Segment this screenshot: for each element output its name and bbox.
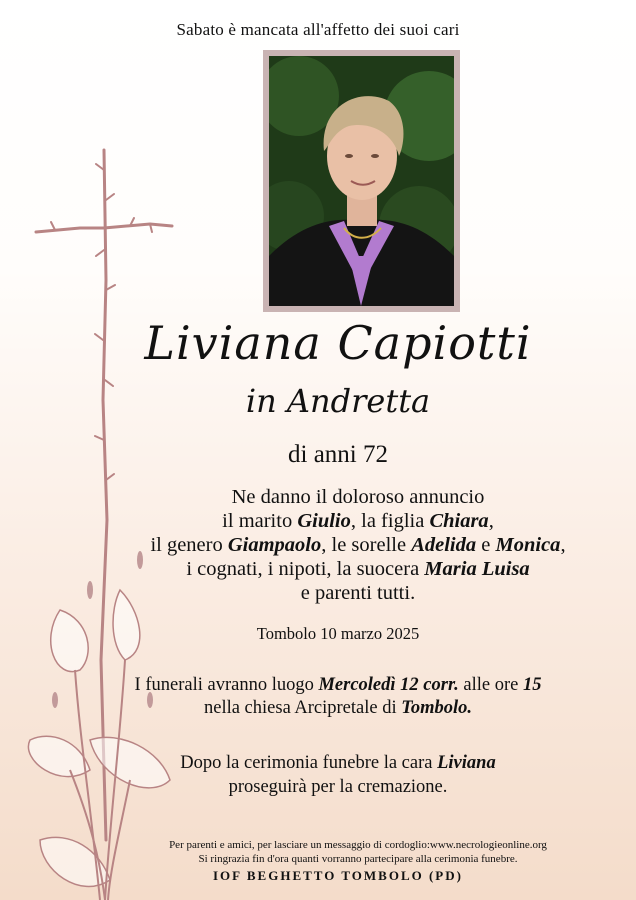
married-name: in Andretta: [245, 382, 431, 420]
text-fragment: nella chiesa Arcipretale di: [203, 698, 402, 718]
funeral-line-1: [60, 674, 616, 697]
mourners-block: [60, 485, 636, 605]
husband-name: Giulio: [297, 510, 351, 532]
deceased-age: di anni 72: [288, 441, 388, 468]
mourners-line-4: [60, 557, 636, 581]
text-fragment: ,: [488, 510, 494, 532]
daughter-name: Chiara: [429, 510, 489, 532]
mother-in-law-name: Maria Luisa: [424, 558, 530, 580]
funeral-hour: 15: [522, 675, 542, 695]
son-in-law-name: Giampaolo: [227, 534, 322, 556]
cremation-line-2: proseguirà per la cremazione.: [228, 777, 448, 797]
cremation-info: [60, 751, 616, 799]
text-fragment: i cognati, i nipoti, la suocera: [186, 558, 425, 580]
text-fragment: , la figlia: [350, 510, 430, 532]
sister-name: Monica: [495, 534, 561, 556]
thanks-note: Si ringrazia fin d'ora quanti vorranno partecipare alla cerimonia funebre.: [198, 853, 518, 865]
mourners-line-2: [60, 509, 636, 533]
cremation-line-1: [60, 751, 616, 775]
sister-name: Adelida: [411, 534, 477, 556]
text-fragment: alle ore: [458, 675, 523, 695]
funeral-day: Mercoledì 12 corr.: [318, 675, 459, 695]
text-fragment: il genero: [150, 534, 228, 556]
funeral-town: Tombolo.: [401, 698, 472, 718]
portrait-illustration: [269, 56, 454, 306]
mourners-line-1: Ne danno il doloroso annuncio: [231, 486, 485, 508]
announcement-line: Sabato è mancata all'affetto dei suoi cari: [176, 20, 460, 39]
condolence-note: Per parenti e amici, per lasciare un messaggio di cordoglio:www.necrologieonline.org: [169, 839, 547, 851]
text-fragment: il marito: [222, 510, 298, 532]
funeral-info: [60, 674, 616, 720]
deceased-name: Liviana Capiotti: [144, 316, 532, 370]
text-fragment: , le sorelle: [321, 534, 412, 556]
text-fragment: I funerali avranno luogo: [134, 675, 319, 695]
text-fragment: ,: [560, 534, 566, 556]
footer-note: [60, 838, 636, 866]
mourners-line-3: [60, 533, 636, 557]
funeral-agency: IOF BEGHETTO TOMBOLO (PD): [213, 868, 463, 883]
funeral-line-2: [60, 697, 616, 720]
mourners-line-5: e parenti tutti.: [300, 582, 416, 604]
deceased-first-name: Liviana: [437, 753, 496, 773]
deceased-photo: [263, 50, 460, 312]
text-fragment: e: [476, 534, 496, 556]
place-and-date: Tombolo 10 marzo 2025: [256, 624, 420, 643]
text-fragment: Dopo la cerimonia funebre la cara: [180, 753, 438, 773]
